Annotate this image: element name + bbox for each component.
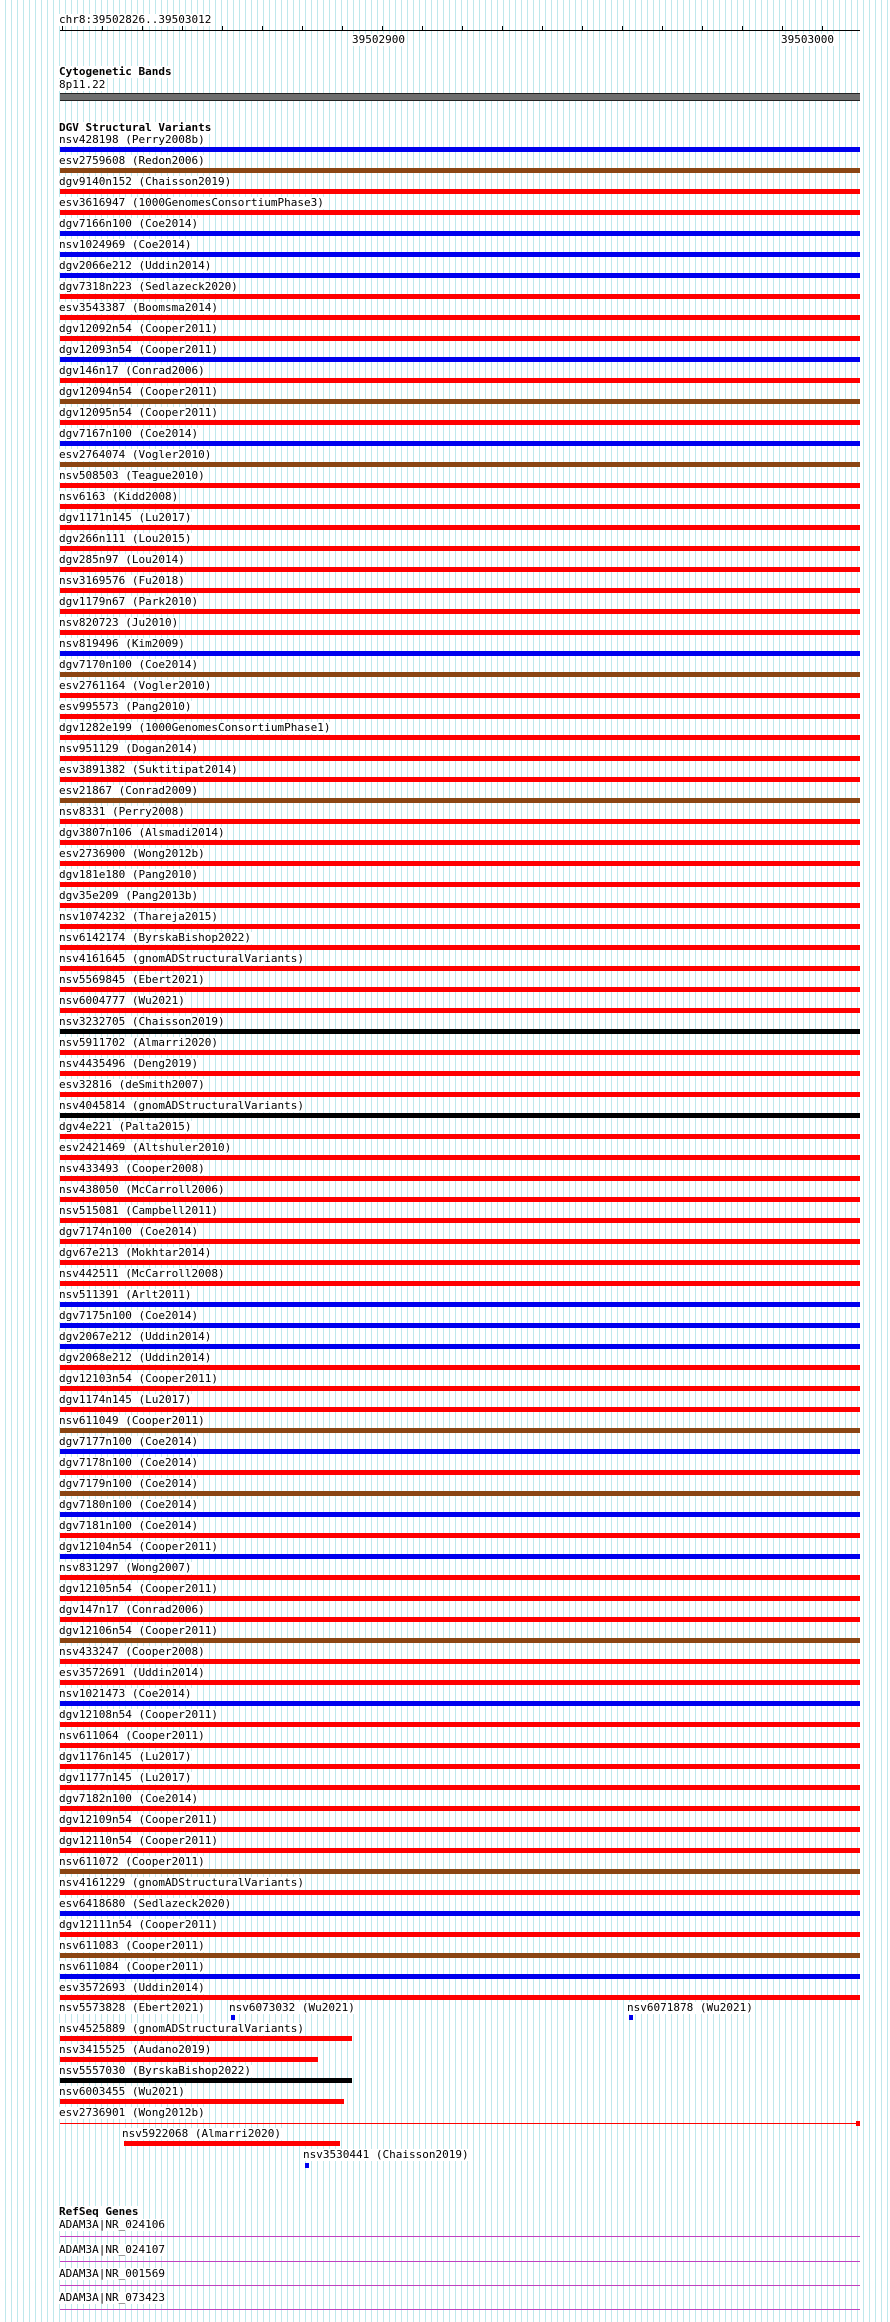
ruler-label: 39503000 <box>781 33 834 46</box>
variant-label[interactable]: dgv12111n54 (Cooper2011) <box>59 1918 218 1931</box>
variant-label[interactable]: dgv9140n152 (Chaisson2019) <box>59 175 232 188</box>
variant-label[interactable]: dgv1174n145 (Lu2017) <box>59 1393 192 1406</box>
variant-bar[interactable] <box>60 483 860 488</box>
variant-label[interactable]: dgv12105n54 (Cooper2011) <box>59 1582 218 1595</box>
variant-bar[interactable] <box>60 357 860 362</box>
variant-label[interactable]: nsv3232705 (Chaisson2019) <box>59 1015 225 1028</box>
variant-label[interactable]: nsv611064 (Cooper2011) <box>59 1729 205 1742</box>
variant-label[interactable]: dgv147n17 (Conrad2006) <box>59 1603 205 1616</box>
variant-bar[interactable] <box>60 1470 860 1475</box>
variant-bar[interactable] <box>60 273 860 278</box>
variant-bar[interactable] <box>60 1554 860 1559</box>
gene-line[interactable] <box>60 2285 860 2286</box>
variant-bar[interactable] <box>60 588 860 593</box>
ruler-tick <box>702 26 703 31</box>
variant-bar[interactable] <box>60 441 860 446</box>
variant-label[interactable]: nsv951129 (Dogan2014) <box>59 742 199 755</box>
variant-label[interactable]: nsv5911702 (Almarri2020) <box>59 1036 218 1049</box>
variant-label[interactable]: esv2761164 (Vogler2010) <box>59 679 212 692</box>
variant-label[interactable]: dgv67e213 (Mokhtar2014) <box>59 1246 212 1259</box>
variant-label[interactable]: nsv508503 (Teague2010) <box>59 469 205 482</box>
variant-bar[interactable] <box>60 1302 860 1307</box>
cytoband-band-label: 8p11.22 <box>59 78 106 91</box>
variant-bar[interactable] <box>60 651 860 656</box>
variant-bar[interactable] <box>60 609 860 614</box>
variant-bar[interactable] <box>60 1512 860 1517</box>
variant-bar[interactable] <box>60 1911 860 1916</box>
variant-bar[interactable] <box>60 1008 860 1013</box>
variant-label[interactable]: nsv511391 (Arlt2011) <box>59 1288 192 1301</box>
variant-bar[interactable] <box>60 1344 860 1349</box>
variant-bar[interactable] <box>60 420 860 425</box>
variant-label[interactable]: dgv7167n100 (Coe2014) <box>59 427 199 440</box>
variant-bar[interactable] <box>60 1638 860 1643</box>
variant-label[interactable]: esv3616947 (1000GenomesConsortiumPhase3) <box>59 196 324 209</box>
variant-bar[interactable] <box>60 1701 860 1706</box>
variant-bar[interactable] <box>60 1680 860 1685</box>
variant-label[interactable]: dgv12092n54 (Cooper2011) <box>59 322 218 335</box>
variant-label[interactable]: esv2759608 (Redon2006) <box>59 154 205 167</box>
variant-bar[interactable] <box>60 1386 860 1391</box>
dgv-track-title: DGV Structural Variants <box>59 121 212 134</box>
ruler-tick <box>462 26 463 31</box>
variant-label[interactable]: esv3572693 (Uddin2014) <box>59 1981 205 1994</box>
variant-bar[interactable] <box>60 1239 860 1244</box>
variant-bar[interactable] <box>60 546 860 551</box>
variant-label[interactable]: dgv2067e212 (Uddin2014) <box>59 1330 212 1343</box>
variant-bar[interactable] <box>60 1176 860 1181</box>
ruler-tick <box>742 26 743 31</box>
variant-label[interactable]: nsv1021473 (Coe2014) <box>59 1687 192 1700</box>
variant-label[interactable]: dgv12103n54 (Cooper2011) <box>59 1372 218 1385</box>
variant-bar[interactable] <box>60 882 860 887</box>
variant-label[interactable]: esv2736901 (Wong2012b) <box>59 2106 205 2119</box>
variant-label[interactable]: nsv819496 (Kim2009) <box>59 637 185 650</box>
variant-bar[interactable] <box>60 315 860 320</box>
variant-bar[interactable] <box>60 1197 860 1202</box>
ruler-tick <box>62 26 63 31</box>
variant-bar[interactable] <box>60 1323 860 1328</box>
variant-bar[interactable] <box>60 1491 860 1496</box>
variant-bar[interactable] <box>60 2099 344 2104</box>
variant-label[interactable]: dgv12109n54 (Cooper2011) <box>59 1813 218 1826</box>
variant-label[interactable]: dgv12104n54 (Cooper2011) <box>59 1540 218 1553</box>
variant-label[interactable]: dgv12095n54 (Cooper2011) <box>59 406 218 419</box>
ruler-tick <box>542 26 543 31</box>
variant-label[interactable]: esv6418680 (Sedlazeck2020) <box>59 1897 232 1910</box>
variant-bar[interactable] <box>60 1848 860 1853</box>
variant-label[interactable]: dgv1171n145 (Lu2017) <box>59 511 192 524</box>
variant-label[interactable]: nsv5922068 (Almarri2020) <box>122 2127 281 2140</box>
variant-bar[interactable] <box>60 504 860 509</box>
variant-label[interactable]: nsv3169576 (Fu2018) <box>59 574 185 587</box>
ruler-tick <box>222 26 223 31</box>
variant-label[interactable]: nsv611083 (Cooper2011) <box>59 1939 205 1952</box>
variant-label[interactable]: dgv12093n54 (Cooper2011) <box>59 343 218 356</box>
ruler-tick <box>262 26 263 31</box>
variant-bar[interactable] <box>60 630 860 635</box>
variant-bar[interactable] <box>60 1827 860 1832</box>
variant-bar[interactable] <box>60 1029 860 1034</box>
ruler-tick <box>422 26 423 31</box>
variant-label[interactable]: dgv7178n100 (Coe2014) <box>59 1456 199 1469</box>
variant-bar[interactable] <box>60 168 860 173</box>
variant-label[interactable]: nsv6142174 (ByrskaBishop2022) <box>59 931 252 944</box>
variant-label[interactable]: dgv12106n54 (Cooper2011) <box>59 1624 218 1637</box>
ruler-tick <box>342 26 343 31</box>
variant-label[interactable]: nsv438050 (McCarroll2006) <box>59 1183 225 1196</box>
refseq-track-title: RefSeq Genes <box>59 2205 139 2218</box>
variant-bar[interactable] <box>60 924 860 929</box>
variant-label[interactable]: nsv4435496 (Deng2019) <box>59 1057 199 1070</box>
variant-bar[interactable] <box>60 1365 860 1370</box>
variant-bar[interactable] <box>60 945 860 950</box>
variant-bar[interactable] <box>60 1659 860 1664</box>
variant-label[interactable]: dgv7318n223 (Sedlazeck2020) <box>59 280 238 293</box>
variant-label[interactable]: nsv433493 (Cooper2008) <box>59 1162 205 1175</box>
variant-label[interactable]: dgv7175n100 (Coe2014) <box>59 1309 199 1322</box>
variant-label[interactable]: nsv4161229 (gnomADStructuralVariants) <box>59 1876 305 1889</box>
variant-bar[interactable] <box>60 1974 860 1979</box>
variant-label[interactable]: dgv4e221 (Palta2015) <box>59 1120 192 1133</box>
variant-label[interactable]: nsv515081 (Campbell2011) <box>59 1204 218 1217</box>
ruler-label: 39502900 <box>352 33 405 46</box>
variant-label[interactable]: nsv5573828 (Ebert2021) <box>59 2001 205 2014</box>
variant-label[interactable]: esv2736900 (Wong2012b) <box>59 847 205 860</box>
variant-bar[interactable] <box>60 1932 860 1937</box>
variant-label[interactable]: nsv6004777 (Wu2021) <box>59 994 185 1007</box>
variant-label[interactable]: nsv5557030 (ByrskaBishop2022) <box>59 2064 252 2077</box>
variant-bar[interactable] <box>60 777 860 782</box>
variant-bar[interactable] <box>60 1722 860 1727</box>
variant-label[interactable]: nsv1024969 (Coe2014) <box>59 238 192 251</box>
variant-bar[interactable] <box>60 525 860 530</box>
variant-label[interactable]: dgv7182n100 (Coe2014) <box>59 1792 199 1805</box>
variant-label[interactable]: dgv12094n54 (Cooper2011) <box>59 385 218 398</box>
variant-bar[interactable] <box>231 2015 235 2020</box>
variant-bar[interactable] <box>60 693 860 698</box>
variant-label[interactable]: dgv3807n106 (Alsmadi2014) <box>59 826 225 839</box>
ruler-tick <box>102 26 103 31</box>
ruler-tick <box>302 26 303 31</box>
variant-bar[interactable] <box>60 861 860 866</box>
variant-label[interactable]: dgv181e180 (Pang2010) <box>59 868 199 881</box>
variant-label[interactable]: esv3891382 (Suktitipat2014) <box>59 763 238 776</box>
variant-label[interactable]: dgv7177n100 (Coe2014) <box>59 1435 199 1448</box>
ruler-tick <box>822 26 823 31</box>
variant-label[interactable]: nsv4045814 (gnomADStructuralVariants) <box>59 1099 305 1112</box>
variant-bar[interactable] <box>60 1764 860 1769</box>
variant-bar[interactable] <box>60 294 860 299</box>
variant-bar[interactable] <box>60 189 860 194</box>
variant-label[interactable]: nsv442511 (McCarroll2008) <box>59 1267 225 1280</box>
variant-label[interactable]: dgv2066e212 (Uddin2014) <box>59 259 212 272</box>
variant-bar[interactable] <box>60 1092 860 1097</box>
variant-label[interactable]: dgv1179n67 (Park2010) <box>59 595 199 608</box>
cytoband-title: Cytogenetic Bands <box>59 65 172 78</box>
variant-bar[interactable] <box>60 1533 860 1538</box>
variant-label[interactable]: nsv611049 (Cooper2011) <box>59 1414 205 1427</box>
variant-bar[interactable] <box>60 1050 860 1055</box>
variant-bar[interactable] <box>60 1617 860 1622</box>
gene-line[interactable] <box>60 2261 860 2262</box>
variant-bar[interactable] <box>60 1785 860 1790</box>
variant-bar[interactable] <box>60 378 860 383</box>
gene-label[interactable]: ADAM3A|NR_001569 <box>59 2267 165 2280</box>
variant-bar[interactable] <box>60 714 860 719</box>
variant-bar[interactable] <box>60 840 860 845</box>
variant-bar[interactable] <box>60 1995 860 2000</box>
variant-label[interactable]: dgv12110n54 (Cooper2011) <box>59 1834 218 1847</box>
variant-bar[interactable] <box>60 987 860 992</box>
variant-bar[interactable] <box>124 2141 340 2146</box>
variant-label[interactable]: nsv3530441 (Chaisson2019) <box>303 2148 469 2161</box>
locus-label: chr8:39502826..39503012 <box>59 13 212 26</box>
variant-bar[interactable] <box>60 1281 860 1286</box>
variant-label[interactable]: nsv820723 (Ju2010) <box>59 616 179 629</box>
variant-bar[interactable] <box>60 1806 860 1811</box>
variant-label[interactable]: nsv8331 (Perry2008) <box>59 805 185 818</box>
variant-bar[interactable] <box>60 2057 318 2062</box>
variant-label[interactable]: dgv1282e199 (1000GenomesConsortiumPhase1) <box>59 721 331 734</box>
variant-bar[interactable] <box>60 1575 860 1580</box>
ruler-tick <box>782 26 783 31</box>
variant-bar[interactable] <box>60 336 860 341</box>
variant-bar[interactable] <box>60 147 860 152</box>
gene-label[interactable]: ADAM3A|NR_024107 <box>59 2243 165 2256</box>
ruler-tick <box>142 26 143 31</box>
variant-label[interactable]: nsv611072 (Cooper2011) <box>59 1855 205 1868</box>
variant-thin-line[interactable] <box>60 2123 858 2124</box>
variant-label[interactable]: esv32816 (deSmith2007) <box>59 1078 205 1091</box>
variant-label[interactable]: dgv2068e212 (Uddin2014) <box>59 1351 212 1364</box>
variant-bar[interactable] <box>60 1869 860 1874</box>
ruler-tick <box>662 26 663 31</box>
variant-label[interactable]: dgv1176n145 (Lu2017) <box>59 1750 192 1763</box>
variant-bar[interactable] <box>305 2163 309 2168</box>
variant-bar[interactable] <box>60 1449 860 1454</box>
variant-bar[interactable] <box>60 1155 860 1160</box>
ruler-tick <box>582 26 583 31</box>
variant-label[interactable]: esv995573 (Pang2010) <box>59 700 192 713</box>
variant-bar[interactable] <box>60 252 860 257</box>
variant-end-marker[interactable] <box>856 2121 860 2126</box>
variant-bar[interactable] <box>60 966 860 971</box>
ruler-tick <box>502 26 503 31</box>
variant-bar[interactable] <box>60 2078 352 2083</box>
variant-bar[interactable] <box>60 819 860 824</box>
variant-label[interactable]: dgv12108n54 (Cooper2011) <box>59 1708 218 1721</box>
variant-label[interactable]: nsv433247 (Cooper2008) <box>59 1645 205 1658</box>
variant-bar[interactable] <box>60 2036 352 2041</box>
variant-label[interactable]: nsv6003455 (Wu2021) <box>59 2085 185 2098</box>
variant-bar[interactable] <box>60 1407 860 1412</box>
variant-label[interactable]: dgv266n111 (Lou2015) <box>59 532 192 545</box>
gene-line[interactable] <box>60 2309 860 2310</box>
variant-label[interactable]: esv2421469 (Altshuler2010) <box>59 1141 232 1154</box>
variant-bar[interactable] <box>60 1260 860 1265</box>
variant-label[interactable]: esv21867 (Conrad2009) <box>59 784 199 797</box>
variant-label[interactable]: nsv3415525 (Audano2019) <box>59 2043 212 2056</box>
ruler-axis <box>60 30 860 31</box>
variant-bar[interactable] <box>60 1953 860 1958</box>
variant-bar[interactable] <box>629 2015 633 2020</box>
gene-label[interactable]: ADAM3A|NR_073423 <box>59 2291 165 2304</box>
ruler-tick <box>182 26 183 31</box>
variant-bar[interactable] <box>60 210 860 215</box>
variant-label[interactable]: dgv7174n100 (Coe2014) <box>59 1225 199 1238</box>
variant-label[interactable]: nsv6071878 (Wu2021) <box>627 2001 753 2014</box>
variant-bar[interactable] <box>60 798 860 803</box>
variant-bar[interactable] <box>60 231 860 236</box>
variant-label[interactable]: dgv7180n100 (Coe2014) <box>59 1498 199 1511</box>
ruler-tick <box>382 26 383 31</box>
variant-label[interactable]: dgv1177n145 (Lu2017) <box>59 1771 192 1784</box>
variant-bar[interactable] <box>60 735 860 740</box>
variant-label[interactable]: nsv831297 (Wong2007) <box>59 1561 192 1574</box>
variant-label[interactable]: dgv7179n100 (Coe2014) <box>59 1477 199 1490</box>
variant-label[interactable]: dgv7181n100 (Coe2014) <box>59 1519 199 1532</box>
variant-bar[interactable] <box>60 567 860 572</box>
variant-bar[interactable] <box>60 1113 860 1118</box>
variant-label[interactable]: dgv146n17 (Conrad2006) <box>59 364 205 377</box>
gene-line[interactable] <box>60 2236 860 2237</box>
variant-bar[interactable] <box>60 903 860 908</box>
gene-label[interactable]: ADAM3A|NR_024106 <box>59 2218 165 2231</box>
variant-bar[interactable] <box>60 1596 860 1601</box>
cytoband-ideogram[interactable] <box>60 93 860 101</box>
variant-label[interactable]: nsv1074232 (Thareja2015) <box>59 910 218 923</box>
variant-label[interactable]: nsv6163 (Kidd2008) <box>59 490 179 503</box>
variant-label[interactable]: esv2764074 (Vogler2010) <box>59 448 212 461</box>
ruler-tick <box>622 26 623 31</box>
variant-label[interactable]: dgv35e209 (Pang2013b) <box>59 889 199 902</box>
variant-bar[interactable] <box>60 756 860 761</box>
variant-bar[interactable] <box>60 672 860 677</box>
variant-bar[interactable] <box>60 1071 860 1076</box>
variant-label[interactable]: nsv611084 (Cooper2011) <box>59 1960 205 1973</box>
variant-bar[interactable] <box>60 1890 860 1895</box>
variant-bar[interactable] <box>60 1134 860 1139</box>
variant-label[interactable]: dgv285n97 (Lou2014) <box>59 553 185 566</box>
variant-bar[interactable] <box>60 1743 860 1748</box>
variant-label[interactable]: nsv6073032 (Wu2021) <box>229 2001 355 2014</box>
variant-label[interactable]: dgv7166n100 (Coe2014) <box>59 217 199 230</box>
variant-label[interactable]: nsv4161645 (gnomADStructuralVariants) <box>59 952 305 965</box>
variant-label[interactable]: nsv428198 (Perry2008b) <box>59 133 205 146</box>
variant-bar[interactable] <box>60 1218 860 1223</box>
variant-label[interactable]: dgv7170n100 (Coe2014) <box>59 658 199 671</box>
variant-label[interactable]: esv3543387 (Boomsma2014) <box>59 301 218 314</box>
variant-label[interactable]: esv3572691 (Uddin2014) <box>59 1666 205 1679</box>
variant-bar[interactable] <box>60 399 860 404</box>
variant-bar[interactable] <box>60 1428 860 1433</box>
variant-bar[interactable] <box>60 462 860 467</box>
variant-label[interactable]: nsv5569845 (Ebert2021) <box>59 973 205 986</box>
variant-label[interactable]: nsv4525889 (gnomADStructuralVariants) <box>59 2022 305 2035</box>
